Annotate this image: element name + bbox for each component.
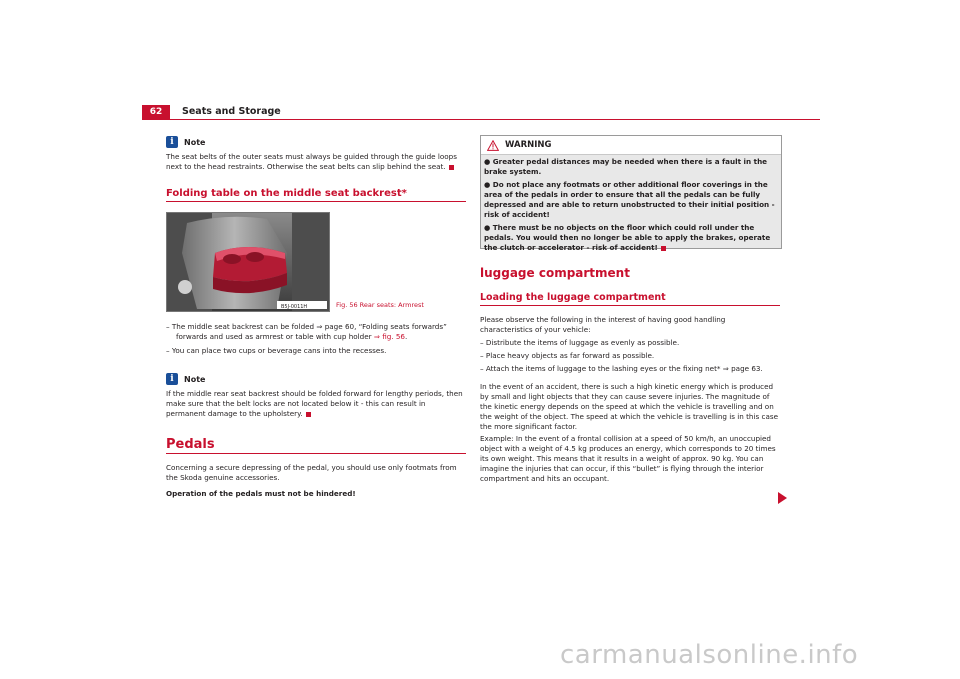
folding-table-list xyxy=(166,322,466,356)
watermark: carmanualsonline.info xyxy=(560,640,859,670)
end-mark xyxy=(449,165,454,170)
section-title-folding-table: Folding table on the middle seat backrest* xyxy=(166,188,407,199)
figure-caption: Fig. 56 Rear seats: Armrest xyxy=(336,301,424,309)
luggage-intro: Please observe the following in the interest of having good handling characteristics of your vehicle: xyxy=(480,315,726,334)
list-item: – You can place two cups or beverage cans into the recesses. xyxy=(166,346,387,355)
luggage-paragraph: Example: In the event of a frontal collision at a speed of 50 km/h, an unoccupied object with a weight of 4.5 kg produces an energy, which corresponds to 20 times its own weight. This means that it results in a weight of approx. 90 kg. You can imagine the injuries that can occur, if this “bullet” is flying through the interior compartment and hits an occupant. xyxy=(480,434,776,483)
fig-link[interactable]: ⇒ fig. 56 xyxy=(373,332,406,341)
figure-armrest xyxy=(166,212,330,312)
warning-icon xyxy=(487,140,499,151)
info-icon: i xyxy=(166,136,178,148)
svg-text:B5J-0011H: B5J-0011H xyxy=(281,304,308,310)
section-divider xyxy=(166,453,466,454)
note-block-1 xyxy=(166,136,466,172)
section-title-luggage: luggage compartment xyxy=(480,266,630,280)
luggage-paragraph: In the event of an accident, there is such a high kinetic energy which is produced by small and light objects that they can cause severe injuries. The magnitude of the kinetic energy depends on the speed at which the vehicle is travelling and on the weight of the object. The speed at which the vehicle is travelling is in this case the more significant factor. xyxy=(480,382,779,431)
note-heading: Note xyxy=(184,374,206,384)
note-block-2 xyxy=(166,373,466,419)
pedals-bold-text: Operation of the pedals must not be hindered! xyxy=(166,489,356,498)
warning-item: ● Do not place any footmats or other additional floor coverings in the area of the pedals in order to ensure that all the pedals can be fully depressed and are able to return unobstructed to their initial position - risk of accident! xyxy=(484,180,775,219)
page-title: Seats and Storage xyxy=(182,106,281,117)
note-text: If the middle rear seat backrest should be folded forward for lengthy periods, then make sure that the belt locks are not located below it - this can result in permanent damage to the upholstery. xyxy=(166,389,463,418)
header-divider xyxy=(142,119,820,120)
note-text: The seat belts of the outer seats must always be guided through the guide loops next to the head restraints. Otherwise the seat belts can slip behind the seat. xyxy=(166,152,457,171)
list-item: – The middle seat backrest can be folded ⇒ page 60, “Folding seats forwards” forwards and used as armrest or table with cup holder ⇒ fig. 56. xyxy=(166,322,447,341)
warning-heading: WARNING xyxy=(505,140,552,150)
luggage-body xyxy=(480,315,780,484)
end-mark xyxy=(306,412,311,417)
warning-item: ● Greater pedal distances may be needed when there is a fault in the brake system. xyxy=(484,157,768,176)
warning-item: ● There must be no objects on the floor which could roll under the pedals. You would then no longer be able to apply the brakes, operate the clutch or accelerator - risk of accident! xyxy=(484,223,771,252)
info-icon: i xyxy=(166,373,178,385)
list-item: – Place heavy objects as far forward as possible. xyxy=(480,351,655,360)
armrest-illustration xyxy=(167,213,329,311)
end-mark xyxy=(661,246,666,251)
note-heading: Note xyxy=(184,137,206,147)
page-number: 62 xyxy=(142,105,170,119)
list-item: – Attach the items of luggage to the lashing eyes or the fixing net* ⇒ page 63. xyxy=(480,364,763,373)
section-divider xyxy=(480,305,780,306)
continue-arrow-icon xyxy=(778,492,787,504)
list-item: – Distribute the items of luggage as evenly as possible. xyxy=(480,338,680,347)
subsection-title-loading: Loading the luggage compartment xyxy=(480,292,666,303)
section-title-pedals: Pedals xyxy=(166,437,215,452)
warning-box xyxy=(480,135,782,252)
section-divider xyxy=(166,201,466,202)
pedals-text: Concerning a secure depressing of the pedal, you should use only footmats from the Skoda genuine accessories. xyxy=(166,463,457,482)
